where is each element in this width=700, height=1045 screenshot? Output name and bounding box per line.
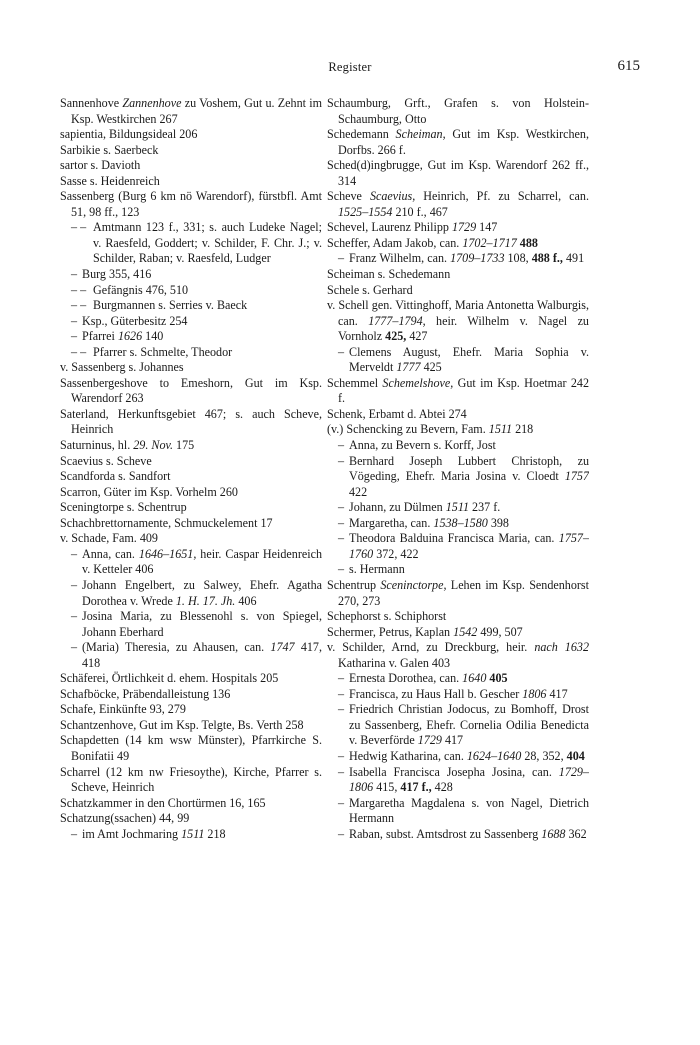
italic-text: 1511 <box>181 826 205 841</box>
entry-text: Saterland, Herkunftsgebiet 467; s. auch Scheve, Heinrich <box>60 406 322 437</box>
index-entry <box>327 827 589 843</box>
entry-text: Scaevius s. Scheve <box>60 453 152 468</box>
entry-text: Scharrel (12 km nw Friesoythe), Kirche, Pfarrer s. Scheve, Heinrich <box>60 764 322 795</box>
index-entry <box>327 640 589 671</box>
running-title: Register <box>328 60 372 74</box>
entry-text: Amtmann 123 f., 331; s. auch Ludeke Nagel; v. Raesfeld, Goddert; v. Schilder, F. Chr. J.; v. Schilder, Raban; v. Raesfeld, Ludger <box>93 220 322 266</box>
page-header <box>60 60 640 80</box>
entry-text: 398 <box>487 515 509 530</box>
index-entry <box>60 158 322 174</box>
entry-text: Gut im Ksp. Westkirchen, Dorfbs. 266 f. <box>338 127 589 157</box>
italic-text: 1777 <box>396 360 421 375</box>
entry-text: Sassenbergeshove to Emeshorn, Gut im Ksp. Warendorf 263 <box>60 375 322 406</box>
index-entry <box>60 189 322 220</box>
entry-text: v. Schell gen. Vittinghoff, Maria Antonetta Walburgis, can. <box>327 298 589 328</box>
entry-text: (v.) Schencking zu Bevern, Fam. <box>327 422 489 437</box>
italic-text: 1757–1760 <box>349 531 589 561</box>
entry-text: 427 <box>406 329 428 344</box>
entry-text: Theodora Balduina Francisca Maria, can. <box>349 531 559 546</box>
index-entry <box>60 702 322 718</box>
dash-marker: – <box>71 609 78 624</box>
index-entry <box>327 500 589 516</box>
italic-text: Scheiman, <box>395 127 446 142</box>
italic-text: 1542 <box>453 624 478 639</box>
entry-text: s. Hermann <box>349 562 405 577</box>
italic-text: 1626 <box>117 329 143 344</box>
entry-text: 108, <box>504 251 532 266</box>
index-entry <box>327 236 589 252</box>
italic-text: 1747 <box>270 640 295 655</box>
index-entry <box>60 640 322 671</box>
index-entry <box>327 516 589 532</box>
index-entry <box>60 454 322 470</box>
italic-text: 1511 <box>488 422 513 437</box>
index-entry <box>60 578 322 609</box>
dash-marker: – <box>338 764 345 779</box>
dash-marker: – <box>338 562 345 577</box>
index-entry <box>327 298 589 345</box>
entry-text: Schatzkammer in den Chortürmen 16, 165 <box>60 795 266 810</box>
entry-text: heir. Wilhelm v. Nagel zu Vornholz <box>338 313 589 344</box>
entry-text: Schantzenhove, Gut im Ksp. Telgte, Bs. Verth 258 <box>60 717 304 732</box>
entry-text: Schentrup <box>327 577 381 592</box>
entry-text: Sceningtorpe s. Schentrup <box>60 500 187 515</box>
entry-text: 417 <box>546 686 568 701</box>
entry-text: Katharina v. Galen 403 <box>338 655 451 670</box>
dash-marker: – <box>338 671 345 686</box>
entry-text: 140 <box>142 329 164 344</box>
entry-text: Sasse s. Heidenreich <box>60 173 160 188</box>
entry-text: Friedrich Christian Jodocus, zu Bomhoff, Drost zu Sassenberg, Ehefr. Cornelia Odilia Benedicta v. Beverförde <box>349 702 589 748</box>
italic-text: Sceninctorpe, <box>380 577 447 592</box>
entry-text: 417 <box>441 733 464 748</box>
index-entry <box>327 158 589 189</box>
dash-marker: – <box>338 453 345 468</box>
dash-marker: – <box>338 795 345 810</box>
entry-text: Schedemann <box>327 127 396 142</box>
index-entry <box>327 609 589 625</box>
index-entry <box>327 531 589 562</box>
entry-text: Sannenhove <box>60 96 123 110</box>
entry-text: 147 <box>476 220 498 235</box>
entry-text: v. Schilder, Arnd, zu Dreckburg, heir. <box>327 640 535 655</box>
italic-text: Scaevius, <box>369 189 416 204</box>
entry-text: 422 <box>349 484 368 499</box>
italic-text: 29. Nov. <box>133 438 173 453</box>
dash-marker: – <box>338 686 345 701</box>
entry-text: Anna, zu Bevern s. Korff, Jost <box>349 438 496 453</box>
entry-text: Gut im Ksp. Hoetmar 242 f. <box>338 375 589 406</box>
bold-text: 404 <box>566 748 585 763</box>
entry-text: Schäferei, Örtlichkeit d. ehem. Hospitals 205 <box>60 671 279 686</box>
index-entry <box>327 702 589 749</box>
index-entry <box>60 407 322 438</box>
entry-text: Schevel, Laurenz Philipp <box>327 220 452 235</box>
dash-marker: – <box>338 438 345 453</box>
entry-text: Ksp., Güterbesitz 254 <box>82 313 188 328</box>
index-entry <box>327 422 589 438</box>
index-entry <box>60 329 322 345</box>
index-entry <box>60 516 322 532</box>
entry-text: zu Voshem, Gut u. Zehnt im Ksp. Westkirchen 267 <box>71 96 322 126</box>
index-entry <box>60 531 322 547</box>
entry-text: Heinrich, Pf. zu Scharrel, can. <box>415 189 589 204</box>
index-entry <box>327 220 589 236</box>
entry-text: 425 <box>420 360 442 375</box>
index-entry <box>60 811 322 827</box>
entry-text: 499, 507 <box>477 624 523 639</box>
italic-text: 1702–1717 <box>462 235 517 250</box>
dash-marker: – <box>338 826 345 841</box>
index-entry <box>327 749 589 765</box>
index-entry <box>60 174 322 190</box>
entry-text: Lehen im Ksp. Sendenhorst 270, 273 <box>338 577 589 608</box>
double-dash-marker: – – <box>71 220 87 235</box>
italic-text: 1777–1794, <box>368 313 426 328</box>
italic-text: 1757 <box>564 469 589 484</box>
bold-text: 488 f., <box>531 251 563 266</box>
index-entry <box>60 469 322 485</box>
entry-text: Ernesta Dorothea, can. <box>349 671 463 686</box>
index-entry <box>327 127 589 158</box>
index-entry <box>60 485 322 501</box>
italic-text: nach 1632 <box>534 640 589 655</box>
entry-text: Schaumburg, Grft., Grafen s. von Holstein-Schaumburg, Otto <box>327 96 589 126</box>
index-column-left <box>60 96 322 842</box>
entry-text: Sched(d)ingbrugge, Gut im Ksp. Warendorf 262 ff., 314 <box>327 158 589 188</box>
italic-text: Schemelshove, <box>382 375 454 390</box>
index-entry <box>60 96 322 127</box>
entry-text: 175 <box>173 438 195 453</box>
index-entry <box>60 127 322 143</box>
index-entry <box>60 671 322 687</box>
index-entry <box>327 454 589 501</box>
entry-text: Johann, zu Dülmen <box>349 500 446 515</box>
index-entry <box>327 671 589 687</box>
index-entry <box>60 500 322 516</box>
index-entry <box>327 796 589 827</box>
index-column-right <box>327 96 589 842</box>
entry-text: sapientia, Bildungsideal 206 <box>60 127 198 142</box>
entry-text: 372, 422 <box>373 546 419 561</box>
dash-marker: – <box>71 313 78 328</box>
entry-text: Sarbikie s. Saerbeck <box>60 142 159 157</box>
index-entry <box>327 578 589 609</box>
entry-text: Anna, can. <box>82 546 139 561</box>
index-entry <box>60 547 322 578</box>
entry-text: Sassenberg (Burg 6 km nö Warendorf), fürstbfl. Amt 51, 98 ff., 123 <box>60 189 322 219</box>
entry-text: Schachbrettornamente, Schmuckelement 17 <box>60 515 273 530</box>
bold-text: 425, <box>385 329 407 344</box>
entry-text: Pfarrei <box>82 329 118 344</box>
dash-marker: – <box>338 500 345 515</box>
index-entry <box>60 687 322 703</box>
index-entry <box>60 438 322 454</box>
dash-marker: – <box>71 826 78 841</box>
index-entry <box>60 376 322 407</box>
entry-text: Schapdetten (14 km wsw Münster), Pfarrkirche S. Bonifatii 49 <box>60 733 322 763</box>
entry-text: im Amt Jochmaring <box>82 826 182 841</box>
entry-text: Raban, subst. Amtsdrost zu Sassenberg <box>349 826 542 841</box>
index-entry <box>327 562 589 578</box>
italic-text: 1729 <box>417 733 442 748</box>
entry-text: 362 <box>565 826 587 841</box>
dash-marker: – <box>338 344 345 359</box>
entry-text: sartor s. Davioth <box>60 158 141 173</box>
italic-text: 1. H. 17. Jh. <box>175 593 236 608</box>
entry-text: Burgmannen s. Serries v. Baeck <box>93 298 248 313</box>
entry-text: heir. Caspar Heidenreich v. Ketteler 406 <box>82 546 322 577</box>
dash-marker: – <box>71 640 78 655</box>
entry-text: (Maria) Theresia, zu Ahausen, can. <box>82 640 271 655</box>
entry-text: Saturninus, hl. <box>60 438 134 453</box>
entry-text: Schele s. Gerhard <box>327 282 413 297</box>
entry-text: Gefängnis 476, 510 <box>93 282 189 297</box>
italic-text: 1729 <box>451 220 477 235</box>
index-entry <box>327 376 589 407</box>
double-dash-marker: – – <box>71 298 87 313</box>
dash-marker: – <box>71 267 78 282</box>
entry-text: Margaretha, can. <box>349 515 434 530</box>
index-entry <box>60 283 322 299</box>
index-entry <box>327 267 589 283</box>
double-dash-marker: – – <box>71 282 87 297</box>
entry-text: v. Schade, Fam. 409 <box>60 531 158 546</box>
dash-marker: – <box>71 546 78 561</box>
index-entry <box>327 96 589 127</box>
index-entry <box>327 625 589 641</box>
index-entry <box>60 609 322 640</box>
dash-marker: – <box>71 577 78 592</box>
entry-text: Scandforda s. Sandfort <box>60 469 171 484</box>
dash-marker: – <box>338 515 345 530</box>
index-entry <box>60 827 322 843</box>
dash-marker: – <box>71 329 78 344</box>
entry-text: 428 <box>431 780 453 795</box>
index-entry <box>60 718 322 734</box>
italic-text: 1646–1651, <box>138 546 197 561</box>
entry-text: Francisca, zu Haus Hall b. Gescher <box>349 686 523 701</box>
entry-text: 218 <box>204 826 226 841</box>
entry-text: Schermer, Petrus, Kaplan <box>327 624 454 639</box>
index-entry <box>327 283 589 299</box>
italic-text: 1729–1806 <box>349 764 589 795</box>
index-entry <box>327 251 589 267</box>
italic-text: Zannenhove <box>122 96 182 110</box>
entry-text: Schephorst s. Schiphorst <box>327 609 447 624</box>
page-number: 615 <box>617 58 640 74</box>
index-entry <box>327 407 589 423</box>
entry-text: Schemmel <box>327 375 383 390</box>
entry-text: 237 f. <box>469 500 501 515</box>
dash-marker: – <box>338 702 345 717</box>
entry-text: 218 <box>512 422 534 437</box>
index-entry <box>327 765 589 796</box>
italic-text: 1538–1580 <box>433 515 488 530</box>
index-entry <box>60 360 322 376</box>
entry-text: Hedwig Katharina, can. <box>349 748 467 763</box>
index-entry <box>60 765 322 796</box>
entry-text: Franz Wilhelm, can. <box>349 251 451 266</box>
bold-text: 417 f., <box>400 780 432 795</box>
index-entry <box>327 189 589 220</box>
italic-text: 1688 <box>541 826 566 841</box>
index-entry <box>60 733 322 764</box>
entry-text: Scheve <box>327 189 370 204</box>
italic-text: 1624–1640 <box>466 748 522 763</box>
dash-marker: – <box>338 251 345 266</box>
index-entry <box>327 687 589 703</box>
entry-text: Scheiman s. Schedemann <box>327 267 451 282</box>
index-entry <box>327 438 589 454</box>
bold-text: 488 <box>519 235 538 250</box>
index-entry <box>327 345 589 376</box>
entry-text: 28, 352, <box>521 748 567 763</box>
entry-text: Isabella Francisca Josepha Josina, can. <box>349 764 559 779</box>
italic-text: 1709–1733 <box>450 251 505 266</box>
index-entry <box>60 143 322 159</box>
entry-text: 417, 418 <box>82 640 322 670</box>
entry-text: v. Sassenberg s. Johannes <box>60 360 184 375</box>
entry-text: Josina Maria, zu Blessenohl s. von Spiegel, Johann Eberhard <box>82 609 322 639</box>
entry-text: 415, <box>373 780 401 795</box>
index-entry <box>60 345 322 361</box>
entry-text: Bernhard Joseph Lubbert Christoph, zu Vögeding, Ehefr. Maria Josina v. Cloedt <box>349 453 589 484</box>
dash-marker: – <box>338 531 345 546</box>
italic-text: 1525–1554 <box>338 204 393 219</box>
entry-text: Pfarrer s. Schmelte, Theodor <box>93 344 233 359</box>
entry-text: Schafe, Einkünfte 93, 279 <box>60 702 186 717</box>
double-dash-marker: – – <box>71 344 87 359</box>
entry-text: 210 f., 467 <box>392 204 448 219</box>
index-entry <box>60 220 322 267</box>
entry-text: Schafböcke, Präbendalleistung 136 <box>60 686 231 701</box>
italic-text: 1511 <box>445 500 470 515</box>
entry-text: Schatzung(ssachen) 44, 99 <box>60 811 190 826</box>
index-entry <box>60 267 322 283</box>
italic-text: 1640 <box>462 671 487 686</box>
entry-text: 491 <box>562 251 585 266</box>
entry-text: Clemens August, Ehefr. Maria Sophia v. Merveldt <box>349 344 589 375</box>
index-entry <box>60 796 322 812</box>
entry-text: Johann Engelbert, zu Salwey, Ehefr. Agatha Dorothea v. Wrede <box>82 577 322 608</box>
dash-marker: – <box>338 748 345 763</box>
index-entry <box>60 314 322 330</box>
entry-text: Scheffer, Adam Jakob, can. <box>327 235 463 250</box>
index-entry <box>60 298 322 314</box>
entry-text: Burg 355, 416 <box>82 267 152 282</box>
entry-text: 406 <box>235 593 257 608</box>
entry-text: Margaretha Magdalena s. von Nagel, Dietrich Hermann <box>349 795 589 826</box>
entry-text: Schenk, Erbamt d. Abtei 274 <box>327 406 467 421</box>
bold-text: 405 <box>489 671 508 686</box>
italic-text: 1806 <box>522 686 547 701</box>
entry-text: Scarron, Güter im Ksp. Vorhelm 260 <box>60 484 238 499</box>
